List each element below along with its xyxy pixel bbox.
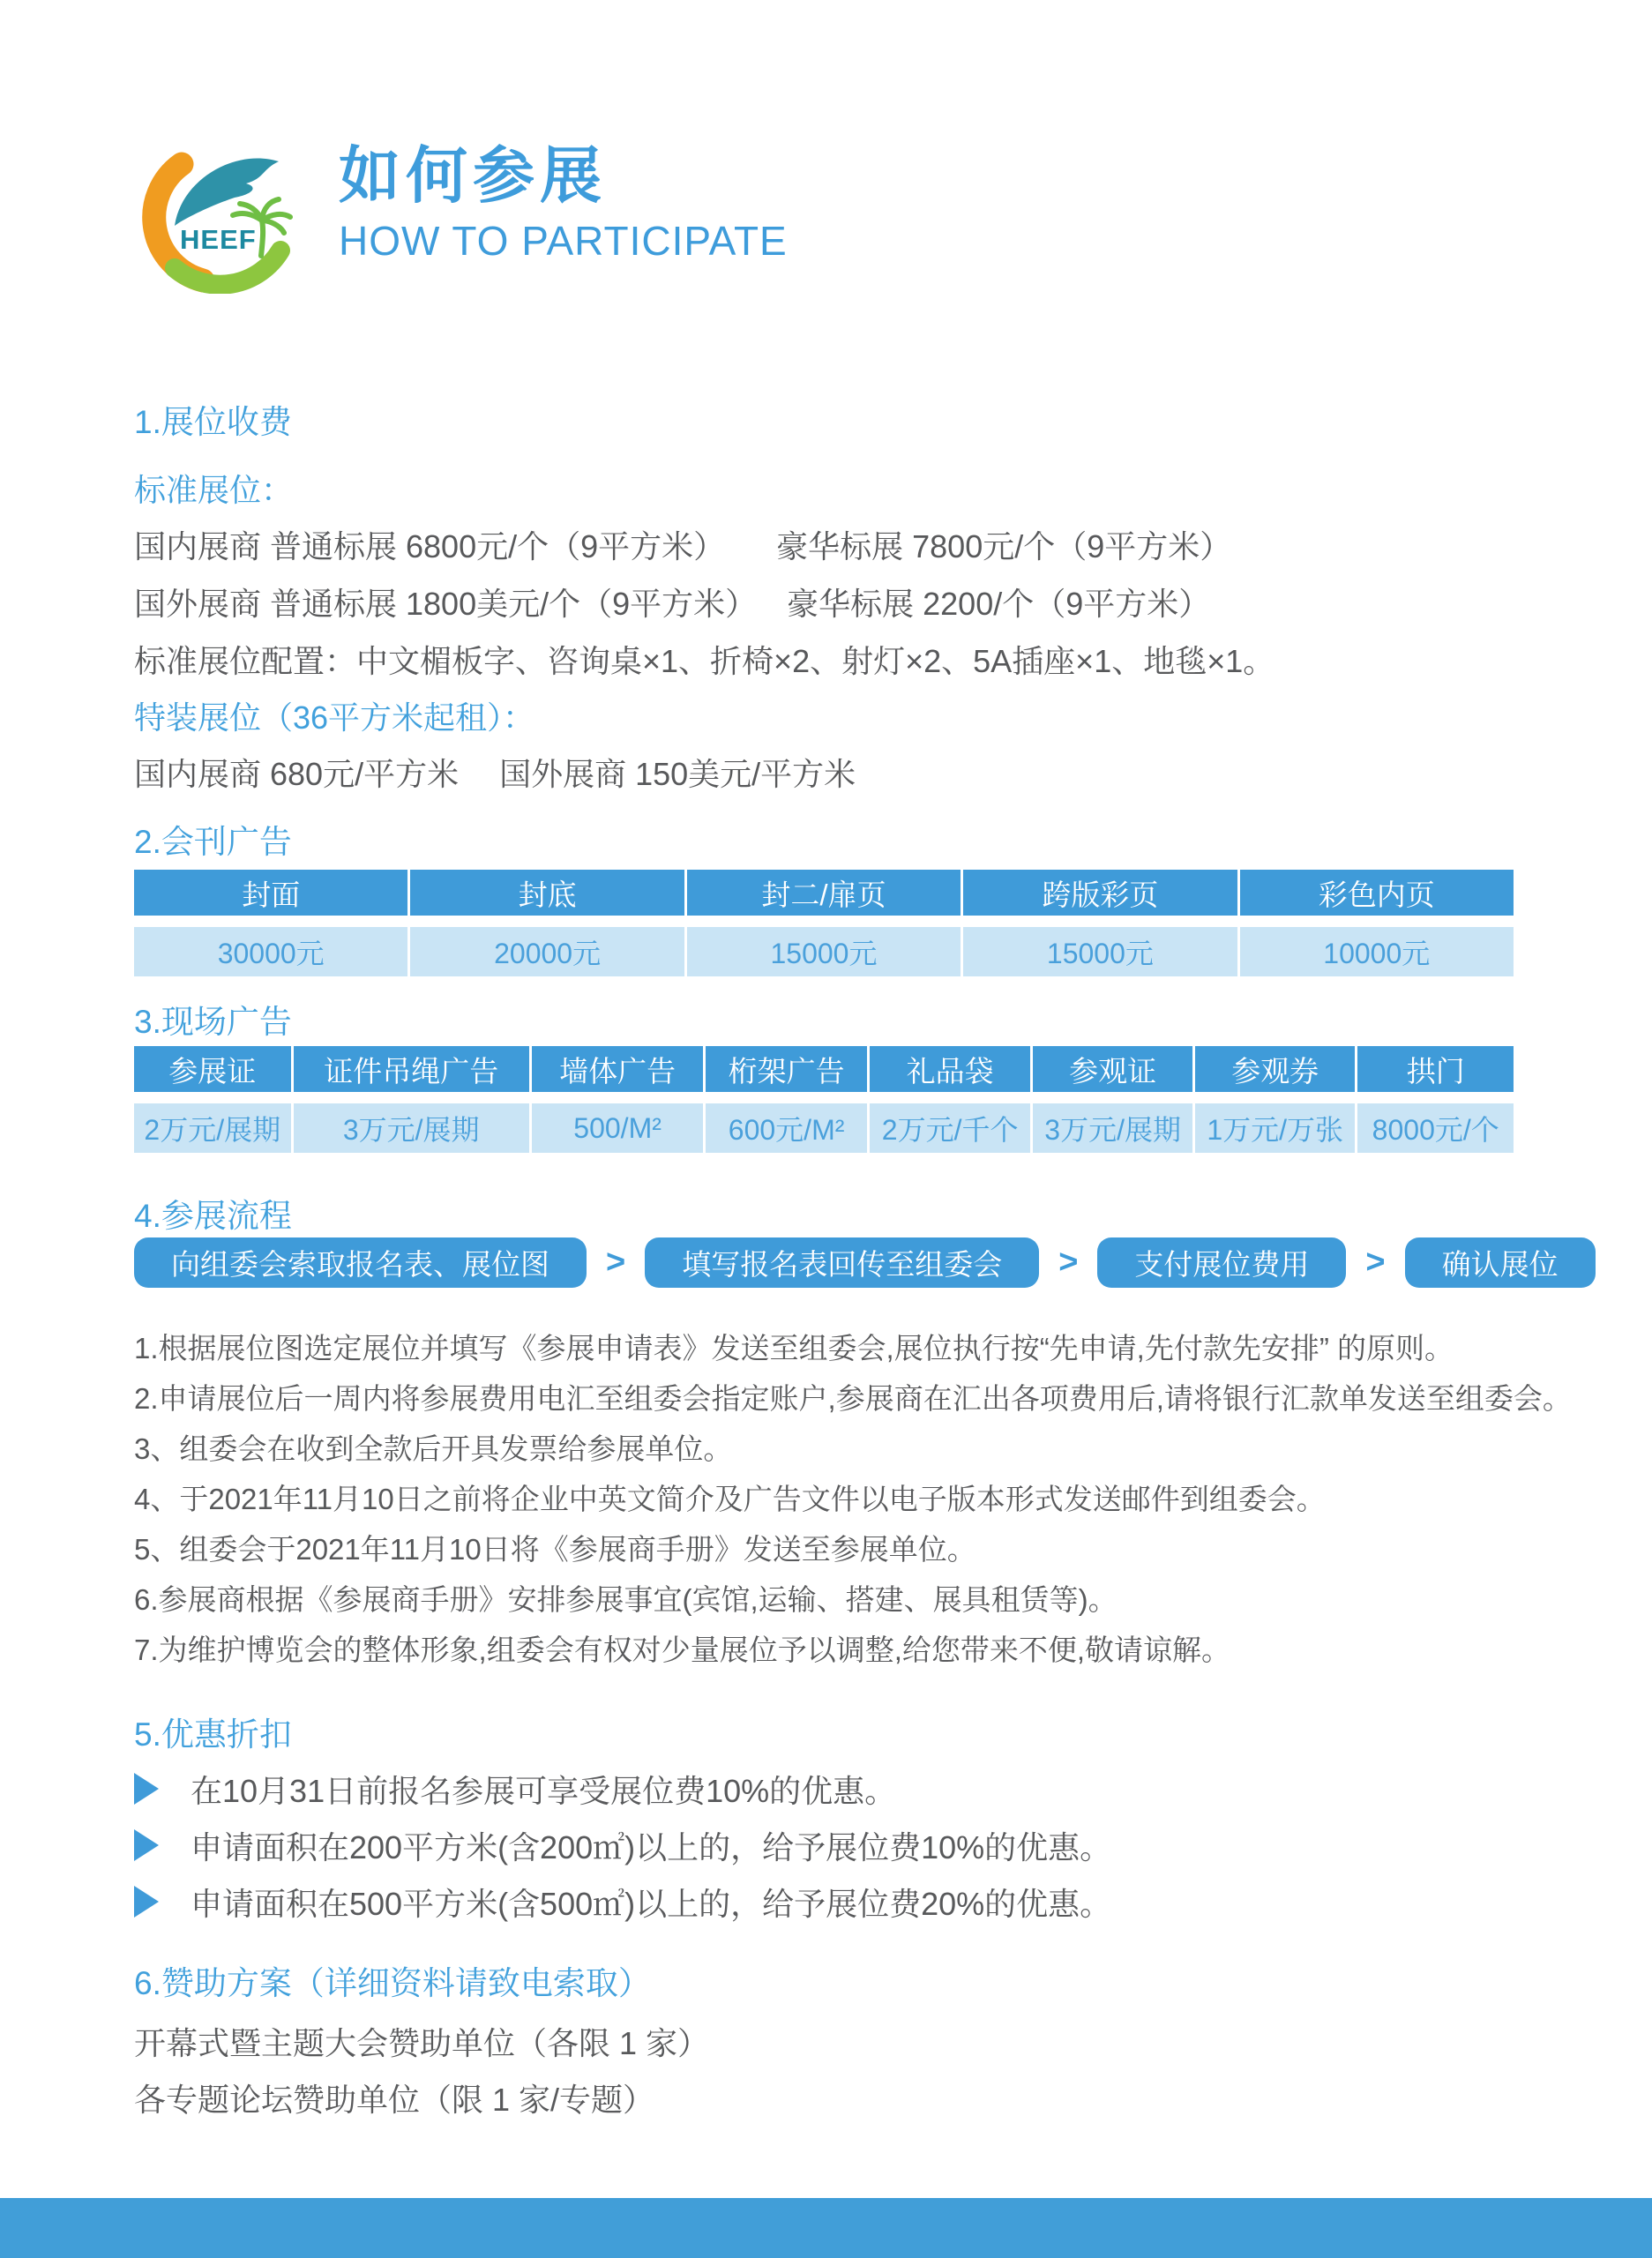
journal-ads-col-header: 封底	[410, 870, 684, 916]
journal-ads-col-header: 跨版彩页	[963, 870, 1237, 916]
onsite-ads-col-header: 墙体广告	[532, 1046, 703, 1092]
special-booth-row	[134, 750, 856, 795]
triangle-bullet-icon	[134, 1886, 159, 1918]
onsite-ads-table-row	[134, 1103, 1514, 1153]
journal-ads-table-header	[134, 870, 1514, 916]
onsite-ads-cell: 1万元/万张	[1195, 1103, 1356, 1153]
onsite-ads-col-header: 礼品袋	[870, 1046, 1031, 1092]
onsite-ads-cell: 2万元/展期	[134, 1103, 291, 1153]
section-heading-discounts: 5.优惠折扣	[134, 1716, 292, 1753]
process-step-1: 向组委会索取报名表、展位图	[134, 1237, 587, 1288]
logo-text: HEEF	[180, 224, 257, 255]
journal-ads-col-header: 封面	[134, 870, 407, 916]
process-notes	[134, 1321, 1572, 1673]
page-header	[129, 139, 788, 294]
process-note: 3、组委会在收到全款后开具发票给参展单位。	[134, 1432, 733, 1465]
special-booth-a: 国内展商 680元/平方米	[134, 756, 460, 792]
triangle-bullet-icon	[134, 1829, 159, 1861]
process-note: 7.为维护博览会的整体形象,组委会有权对少量展位予以调整,给您带来不便,敬请谅解。	[134, 1634, 1231, 1666]
arrow-right-icon: >	[606, 1244, 626, 1281]
journal-ads-cell: 10000元	[1240, 927, 1514, 976]
journal-ads-table-row	[134, 927, 1514, 976]
onsite-ads-cell: 8000元/个	[1357, 1103, 1514, 1153]
discount-bullet	[134, 1873, 1111, 1930]
booth-fee-foreign-a: 国外展商 普通标展 1800美元/个（9平方米）	[134, 586, 758, 622]
triangle-bullet-icon	[134, 1773, 159, 1805]
onsite-ads-cell: 3万元/展期	[294, 1103, 529, 1153]
special-booth-label: 特装展位（36平方米起租）：	[134, 699, 535, 736]
section-heading-onsite-ads: 3.现场广告	[134, 1004, 292, 1040]
section-heading-sponsorship: 6.赞助方案（详细资料请致电索取）	[134, 1965, 651, 2001]
heef-logo-icon	[129, 139, 305, 294]
journal-ads-cell: 20000元	[410, 927, 684, 976]
booth-fee-row-domestic	[134, 522, 1231, 567]
process-note: 6.参展商根据《参展商手册》安排参展事宜(宾馆,运输、搭建、展具租赁等)。	[134, 1583, 1118, 1616]
onsite-ads-table-header	[134, 1046, 1514, 1092]
journal-ads-col-header: 封二/扉页	[687, 870, 961, 916]
booth-fee-row-foreign	[134, 579, 1210, 624]
onsite-ads-cell: 600元/M²	[706, 1103, 867, 1153]
sponsorship-line: 各专题论坛赞助单位（限 1 家/专题）	[134, 2081, 655, 2118]
sponsorship-lines	[134, 2013, 709, 2126]
booth-config-line: 标准展位配置：中文楣板字、咨询桌×1、折椅×2、射灯×2、5A插座×1、地毯×1。	[134, 643, 1275, 679]
section-heading-booth-fees: 1.展位收费	[134, 404, 292, 440]
page-subtitle: HOW TO PARTICIPATE	[339, 217, 788, 264]
onsite-ads-cell: 3万元/展期	[1033, 1103, 1192, 1153]
journal-ads-table	[134, 870, 1514, 976]
standard-booth-label: 标准展位：	[134, 472, 294, 508]
journal-ads-cell: 30000元	[134, 927, 407, 976]
section-heading-journal-ads: 2.会刊广告	[134, 824, 292, 860]
onsite-ads-cell: 2万元/千个	[870, 1103, 1031, 1153]
arrow-right-icon: >	[1365, 1244, 1386, 1281]
onsite-ads-col-header: 参观券	[1195, 1046, 1356, 1092]
journal-ads-cell: 15000元	[963, 927, 1237, 976]
onsite-ads-col-header: 证件吊绳广告	[294, 1046, 529, 1092]
onsite-ads-col-header: 桁架广告	[706, 1046, 867, 1092]
booth-fee-domestic-a: 国内展商 普通标展 6800元/个（9平方米）	[134, 528, 726, 564]
onsite-ads-col-header: 参展证	[134, 1046, 291, 1092]
process-step-3: 支付展位费用	[1097, 1237, 1346, 1288]
onsite-ads-table	[134, 1046, 1514, 1153]
section-heading-process: 4.参展流程	[134, 1198, 292, 1234]
process-flow	[134, 1237, 1596, 1288]
process-step-2: 填写报名表回传至组委会	[645, 1237, 1039, 1288]
discount-bullet-text: 在10月31日前报名参展可享受展位费10%的优惠。	[191, 1772, 897, 1809]
special-booth-b: 国外展商 150美元/平方米	[499, 756, 856, 792]
journal-ads-cell: 15000元	[687, 927, 961, 976]
journal-ads-col-header: 彩色内页	[1240, 870, 1514, 916]
sponsorship-line: 开幕式暨主题大会赞助单位（各限 1 家）	[134, 2024, 710, 2061]
discount-bullets	[134, 1761, 1111, 1930]
title-block	[339, 139, 788, 265]
process-note: 5、组委会于2021年11月10日将《参展商手册》发送至参展单位。	[134, 1533, 976, 1566]
process-note: 1.根据展位图选定展位并填写《参展申请表》发送至组委会,展位执行按“先申请,先付款先安排” 的原则。	[134, 1332, 1454, 1365]
arrow-right-icon: >	[1058, 1244, 1079, 1281]
process-step-4: 确认展位	[1405, 1237, 1596, 1288]
discount-bullet	[134, 1817, 1111, 1873]
onsite-ads-col-header: 拱门	[1357, 1046, 1514, 1092]
onsite-ads-col-header: 参观证	[1033, 1046, 1192, 1092]
booth-fee-domestic-b: 豪华标展 7800元/个（9平方米）	[776, 528, 1232, 564]
discount-bullet	[134, 1761, 1111, 1817]
heef-logo	[129, 139, 305, 294]
discount-bullet-text: 申请面积在500平方米(含500㎡)以上的，给予展位费20%的优惠。	[191, 1885, 1112, 1922]
process-note: 2.申请展位后一周内将参展费用电汇至组委会指定账户,参展商在汇出各项费用后,请将银行汇款单发送至组委会。	[134, 1382, 1572, 1415]
process-note: 4、于2021年11月10日之前将企业中英文简介及广告文件以电子版本形式发送邮件到组委会。	[134, 1483, 1326, 1515]
onsite-ads-cell: 500/M²	[532, 1103, 703, 1153]
page-title: 如何参展	[339, 143, 607, 211]
discount-bullet-text: 申请面积在200平方米(含200㎡)以上的，给予展位费10%的优惠。	[191, 1828, 1112, 1865]
booth-fee-foreign-b: 豪华标展 2200/个（9平方米）	[787, 586, 1211, 622]
footer-bar	[0, 2198, 1652, 2258]
